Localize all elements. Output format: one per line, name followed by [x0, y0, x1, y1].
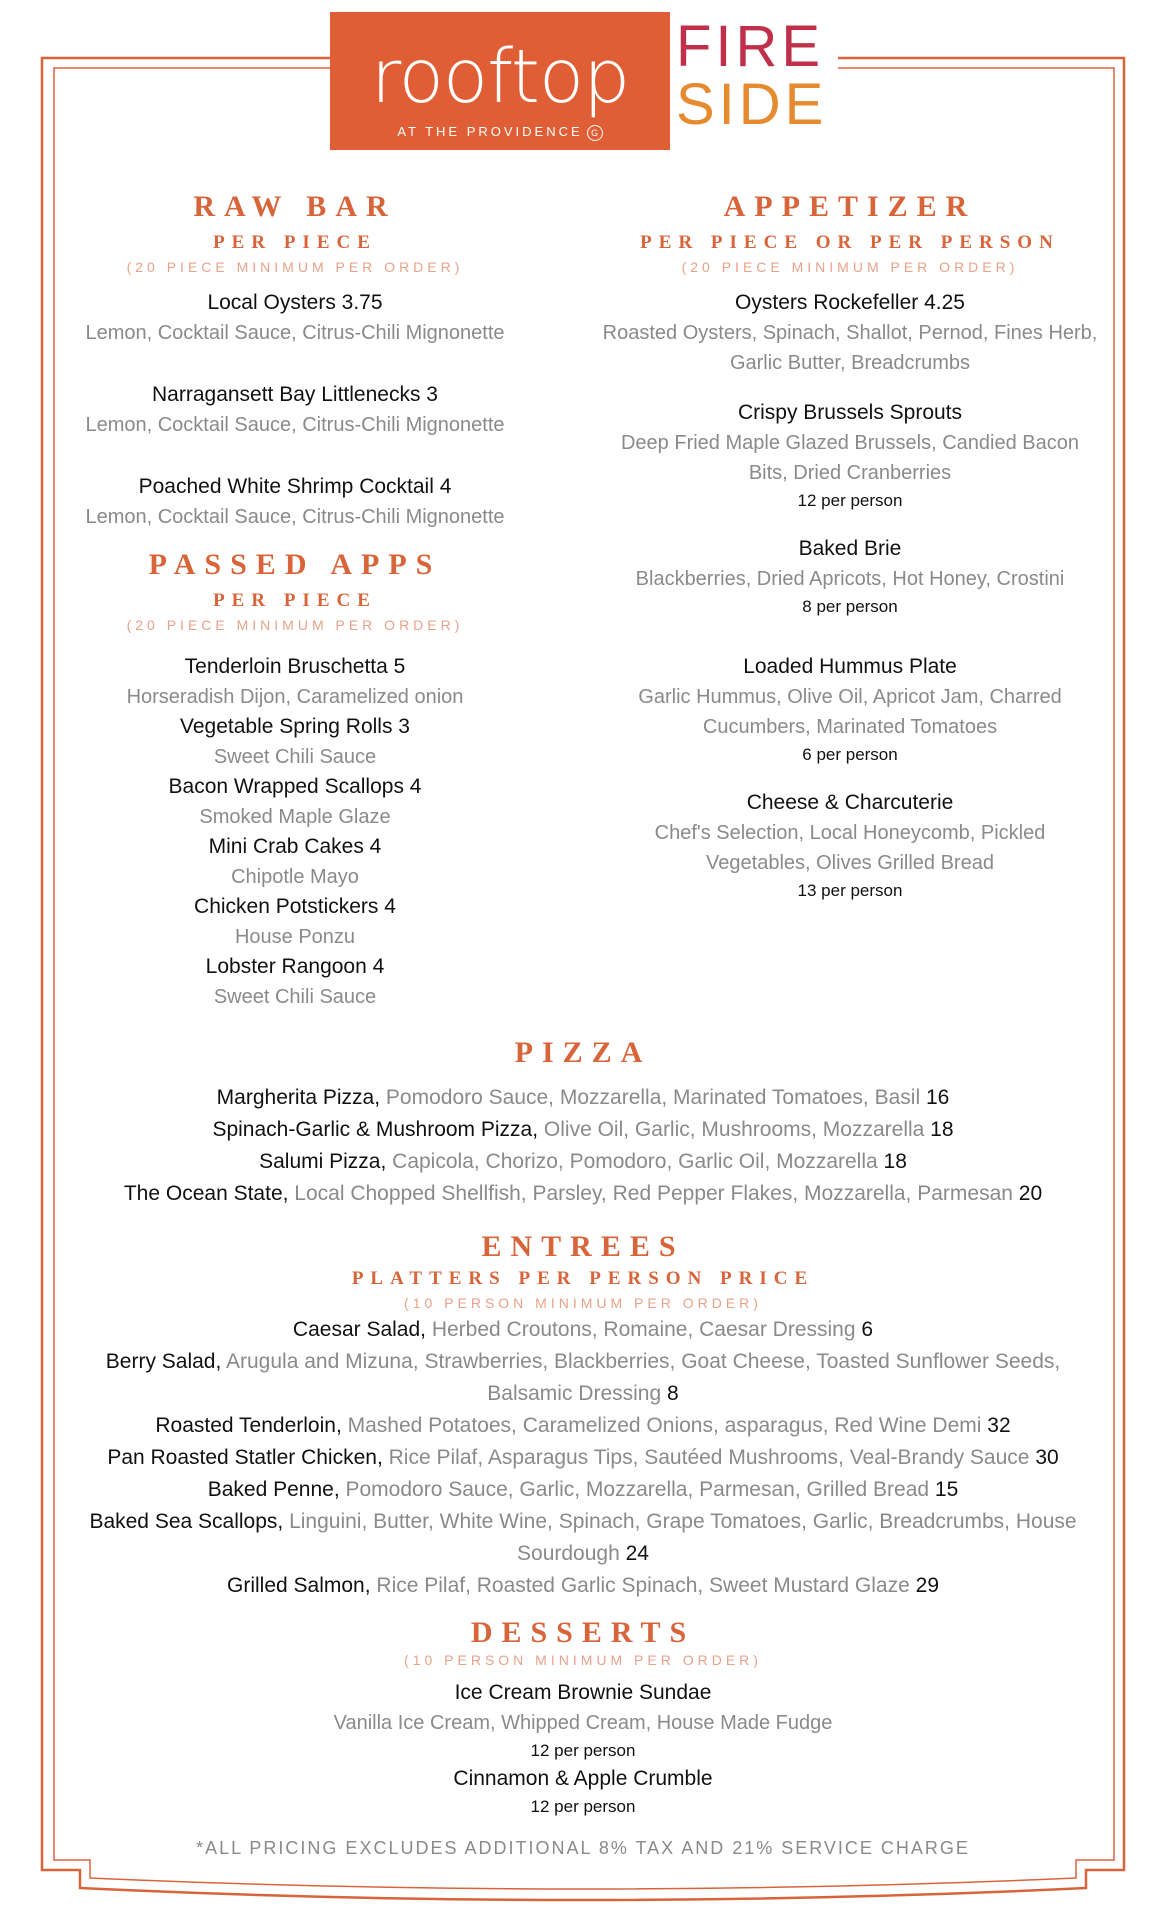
appetizer-minimum: (20 PIECE MINIMUM PER ORDER): [681, 259, 1019, 275]
list-item: Cinnamon & Apple Crumble 12 per person: [453, 1767, 713, 1816]
appetizer-list: [575, 288, 1125, 904]
list-item: Local Oysters 3.75 Lemon, Cocktail Sauce, Citrus-Chili Mignonette: [85, 291, 505, 344]
pizza-title: PIZZA: [514, 1036, 652, 1069]
appetizer-title: APPETIZER: [723, 190, 977, 223]
list-item: Caesar Salad, Herbed Croutons, Romaine, Caesar Dressing 6: [292, 1318, 874, 1341]
list-item: The Ocean State, Local Chopped Shellfish, Parsley, Red Pepper Flakes, Mozzarella, Parmesan 20: [123, 1182, 1043, 1205]
list-item: Lobster Rangoon 4 Sweet Chili Sauce: [205, 955, 385, 1008]
list-item: Baked Penne, Pomodoro Sauce, Garlic, Mozzarella, Parmesan, Grilled Bread 15: [207, 1478, 959, 1501]
list-item: Loaded Hummus Plate Garlic Hummus, Olive Oil, Apricot Jam, Charred Cucumbers, Marinated Tomatoes 6 per person: [638, 655, 1062, 764]
list-item: Baked Brie Blackberries, Dried Apricots, Hot Honey, Crostini 8 per person: [635, 537, 1065, 616]
pizza-list: [60, 1082, 1106, 1210]
list-item: Bacon Wrapped Scallops 4 Smoked Maple Glaze: [168, 775, 422, 828]
list-item: Tenderloin Bruschetta 5 Horseradish Dijon, Caramelized onion: [126, 655, 464, 708]
fire-word: FIRE: [676, 14, 825, 79]
desserts-minimum: (10 PERSON MINIMUM PER ORDER): [404, 1652, 762, 1668]
passed-apps-minimum: (20 PIECE MINIMUM PER ORDER): [126, 617, 464, 633]
appetizer-subtitle: PER PIECE OR PER PERSON: [640, 232, 1060, 253]
entrees-title: ENTREES: [481, 1230, 685, 1263]
list-item: Chicken Potstickers 4 House Ponzu: [194, 895, 396, 948]
entrees-subtitle: PLATTERS PER PERSON PRICE: [351, 1268, 815, 1289]
raw-bar-subtitle: PER PIECE: [213, 232, 377, 253]
rooftop-logo: [330, 12, 670, 150]
entrees-minimum: (10 PERSON MINIMUM PER ORDER): [404, 1295, 762, 1311]
logo-subtitle: AT THE PROVIDENCE G: [330, 124, 670, 141]
list-item: Baked Sea Scallops, Linguini, Butter, White Wine, Spinach, Grape Tomatoes, Garlic, Breadcrumbs, House: [89, 1510, 1077, 1533]
list-item-continued: Sourdough 24: [517, 1542, 649, 1565]
raw-bar-title: RAW BAR: [193, 190, 397, 223]
list-item: Vegetable Spring Rolls 3 Sweet Chili Sauce: [180, 715, 410, 768]
list-item: Roasted Tenderloin, Mashed Potatoes, Caramelized Onions, asparagus, Red Wine Demi 32: [155, 1414, 1011, 1437]
list-item: Mini Crab Cakes 4 Chipotle Mayo: [208, 835, 382, 888]
list-item: Cheese & Charcuterie Chef's Selection, Local Honeycomb, Pickled Vegetables, Olives Grilled Bread 13 per person: [654, 791, 1046, 900]
list-item: Grilled Salmon, Rice Pilaf, Roasted Garlic Spinach, Sweet Mustard Glaze 29: [227, 1574, 939, 1597]
list-item: Salumi Pizza, Capicola, Chorizo, Pomodoro, Garlic Oil, Mozzarella 18: [259, 1150, 907, 1173]
list-item: Narragansett Bay Littlenecks 3 Lemon, Cocktail Sauce, Citrus-Chili Mignonette: [85, 383, 505, 436]
desserts-title: DESSERTS: [470, 1616, 696, 1649]
pricing-footnote: *ALL PRICING EXCLUDES ADDITIONAL 8% TAX AND 21% SERVICE CHARGE: [196, 1838, 970, 1858]
entrees-list: [50, 1314, 1116, 1602]
list-item: Margherita Pizza, Pomodoro Sauce, Mozzarella, Marinated Tomatoes, Basil 16: [216, 1086, 950, 1109]
passed-apps-title: PASSED APPS: [148, 548, 442, 581]
logo-g-mark: G: [587, 125, 603, 141]
list-item: Crispy Brussels Sprouts Deep Fried Maple Glazed Brussels, Candied Bacon Bits, Dried Cranberries 12 per person: [620, 401, 1080, 510]
raw-bar-minimum: (20 PIECE MINIMUM PER ORDER): [126, 259, 464, 275]
desserts-list: [100, 1678, 1066, 1820]
list-item: Poached White Shrimp Cocktail 4 Lemon, Cocktail Sauce, Citrus-Chili Mignonette: [85, 475, 505, 528]
list-item: Ice Cream Brownie Sundae Vanilla Ice Cream, Whipped Cream, House Made Fudge 12 per person: [333, 1681, 833, 1760]
raw-bar-list: [50, 288, 540, 532]
list-item: Spinach-Garlic & Mushroom Pizza, Olive Oil, Garlic, Mushrooms, Mozzarella 18: [212, 1118, 954, 1141]
list-item: Berry Salad, Arugula and Mizuna, Strawberries, Blackberries, Goat Cheese, Toasted Sunflower Seeds,: [105, 1350, 1061, 1373]
list-item: Oysters Rockefeller 4.25 Roasted Oysters, Spinach, Shallot, Pernod, Fines Herb, Garlic Butter, Breadcrumbs: [602, 291, 1098, 374]
passed-apps-list: [50, 652, 540, 1012]
list-item-continued: Balsamic Dressing 8: [487, 1382, 679, 1405]
logo-wordmark: rooftop: [370, 34, 630, 120]
side-word: SIDE: [676, 72, 828, 137]
list-item: Pan Roasted Statler Chicken, Rice Pilaf, Asparagus Tips, Sautéed Mushrooms, Veal-Brandy Sauce 30: [107, 1446, 1059, 1469]
fireside-logo: [676, 14, 836, 150]
passed-apps-subtitle: PER PIECE: [213, 590, 377, 611]
